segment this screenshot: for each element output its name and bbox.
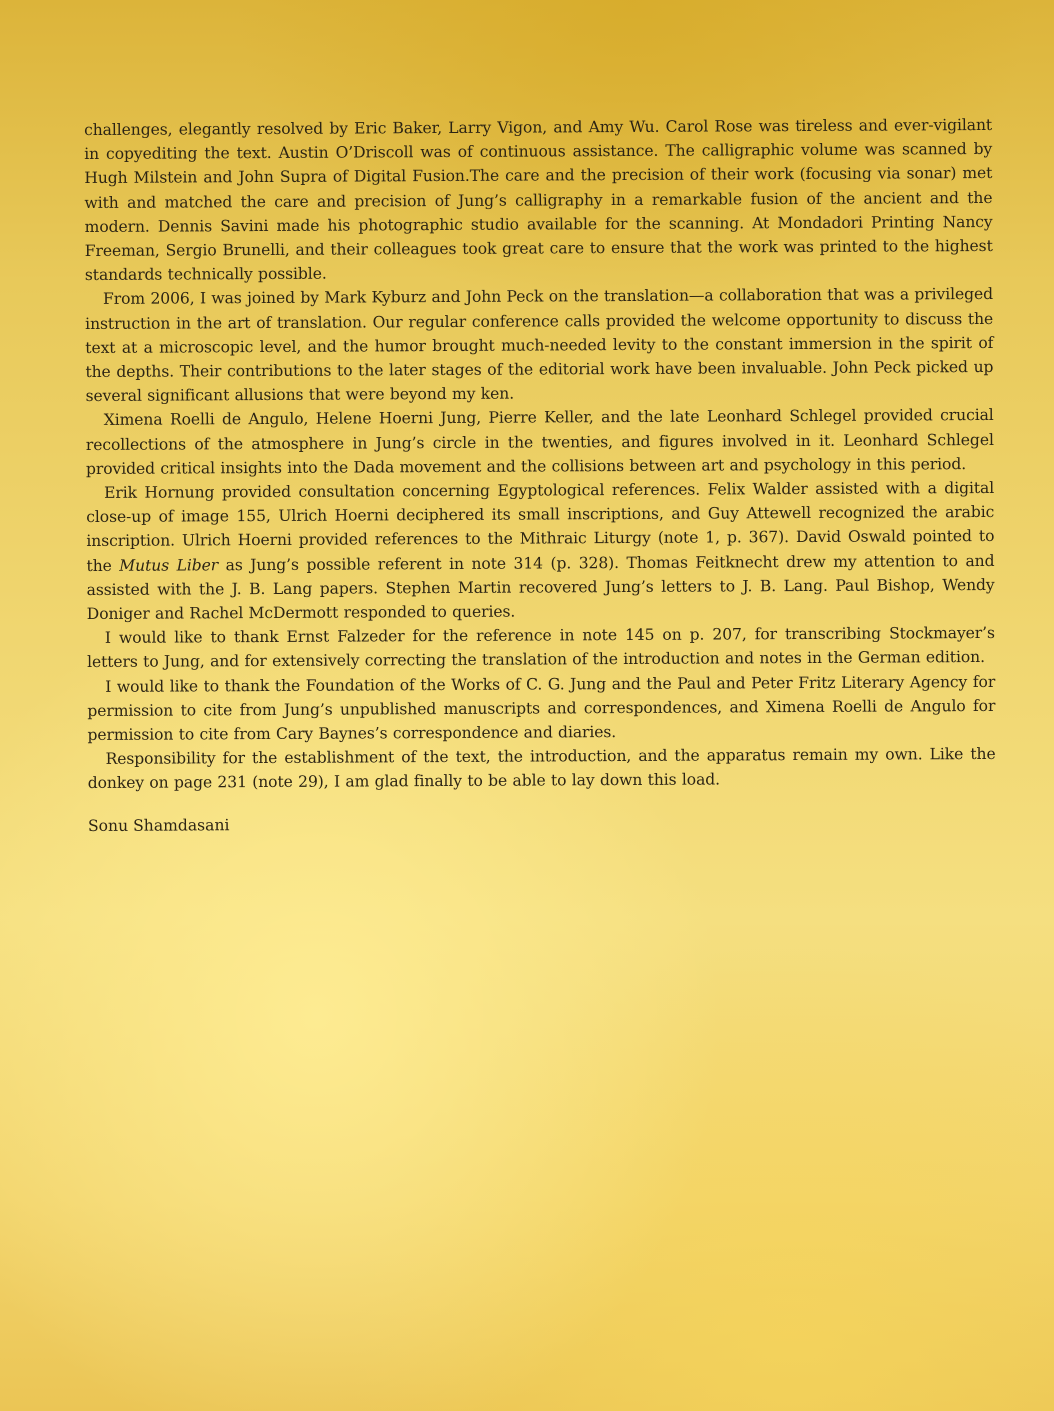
paragraph-recollections: Ximena Roelli de Angulo, Helene Hoerni Jung, Pierre Keller, and the late Leonhard Schlegel provided crucial recollections of the atmosphere in Jung’s circle in the twenties, and figures involved in it. Leonhard Schlegel provided critical insights into the Dada movement and the collisions between art and psychology in this period. [85, 406, 994, 478]
paragraph-thanks-falzeder: I would like to thank Ernst Falzeder for the reference in note 145 on p. 207, for transcribing Stockmayer’s letters to Jung, and for extensively correcting the translation of the introduction and notes in the German edition. [86, 624, 995, 672]
acknowledgements-page [84, 113, 996, 838]
book-title-mutus-liber: Mutus Liber [119, 555, 219, 575]
paragraph-references-consultation [86, 476, 995, 626]
paragraph-references-text-before: Erik Hornung provided consultation concerning Egyptological references. Felix Walder assisted with a digital close-up of image 155, Ulrich Hoerni deciphered its small inscriptions, and Guy Attewell recognized the arabic inscription. Ulrich Hoerni provided references to the Mithraic Liturgy (note 1, p. 367). David Oswald pointed to the [86, 478, 995, 575]
paragraph-translation-collaboration: From 2006, I was joined by Mark Kyburz and John Peck on the translation—a collaboration that was a privileged instruction in the art of translation. Our regular conference calls provided the welcome opportunity to discuss the text at a microscopic level, and the humor brought much-needed levity to the constant immersion in the spirit of the depths. Their contributions to the later stages of the editorial work have been invaluable. John Peck picked up several significant allusions that were beyond my ken. [85, 285, 994, 406]
paragraph-thanks-foundation: I would like to thank the Foundation of the Works of C. G. Jung and the Paul and Peter Fritz Literary Agency for permission to cite from Jung’s unpublished manuscripts and correspondences, and Ximena Roelli de Angulo for permission to cite from Cary Baynes’s correspondence and diaries. [87, 672, 996, 745]
paragraph-references-text-after: as Jung’s possible referent in note 314 (p. 328). Thomas Feitknecht drew my attention to and assisted with the J. B. Lang papers. Stephen Martin recovered Jung’s letters to J. B. Lang. Paul Bishop, Wendy Doniger and Rachel McDermott responded to queries. [86, 551, 995, 624]
paragraph-credits-production: challenges, elegantly resolved by Eric Baker, Larry Vigon, and Amy Wu. Carol Rose was tireless and ever-vigilant in copyediting the text. Austin O’Driscoll was of continuous assistance. The calligraphic volume was scanned by Hugh Milstein and John Supra of Digital Fusion.The care and the precision of their work (focusing via sonar) met with and matched the care and precision of Jung’s calligraphy in a remarkable fusion of the ancient and the modern. Dennis Savini made his photographic studio available for the scanning. At Mondadori Printing Nancy Freeman, Sergio Brunelli, and their colleagues took great care to ensure that the work was printed to the highest standards technically possible. [84, 115, 993, 285]
author-signature: Sonu Shamdasani [87, 815, 230, 835]
paragraph-responsibility: Responsibility for the establishment of the text, the introduction, and the apparatus remain my own. Like the donkey on page 231 (note 29), I am glad finally to be able to lay down this load. [87, 745, 996, 793]
